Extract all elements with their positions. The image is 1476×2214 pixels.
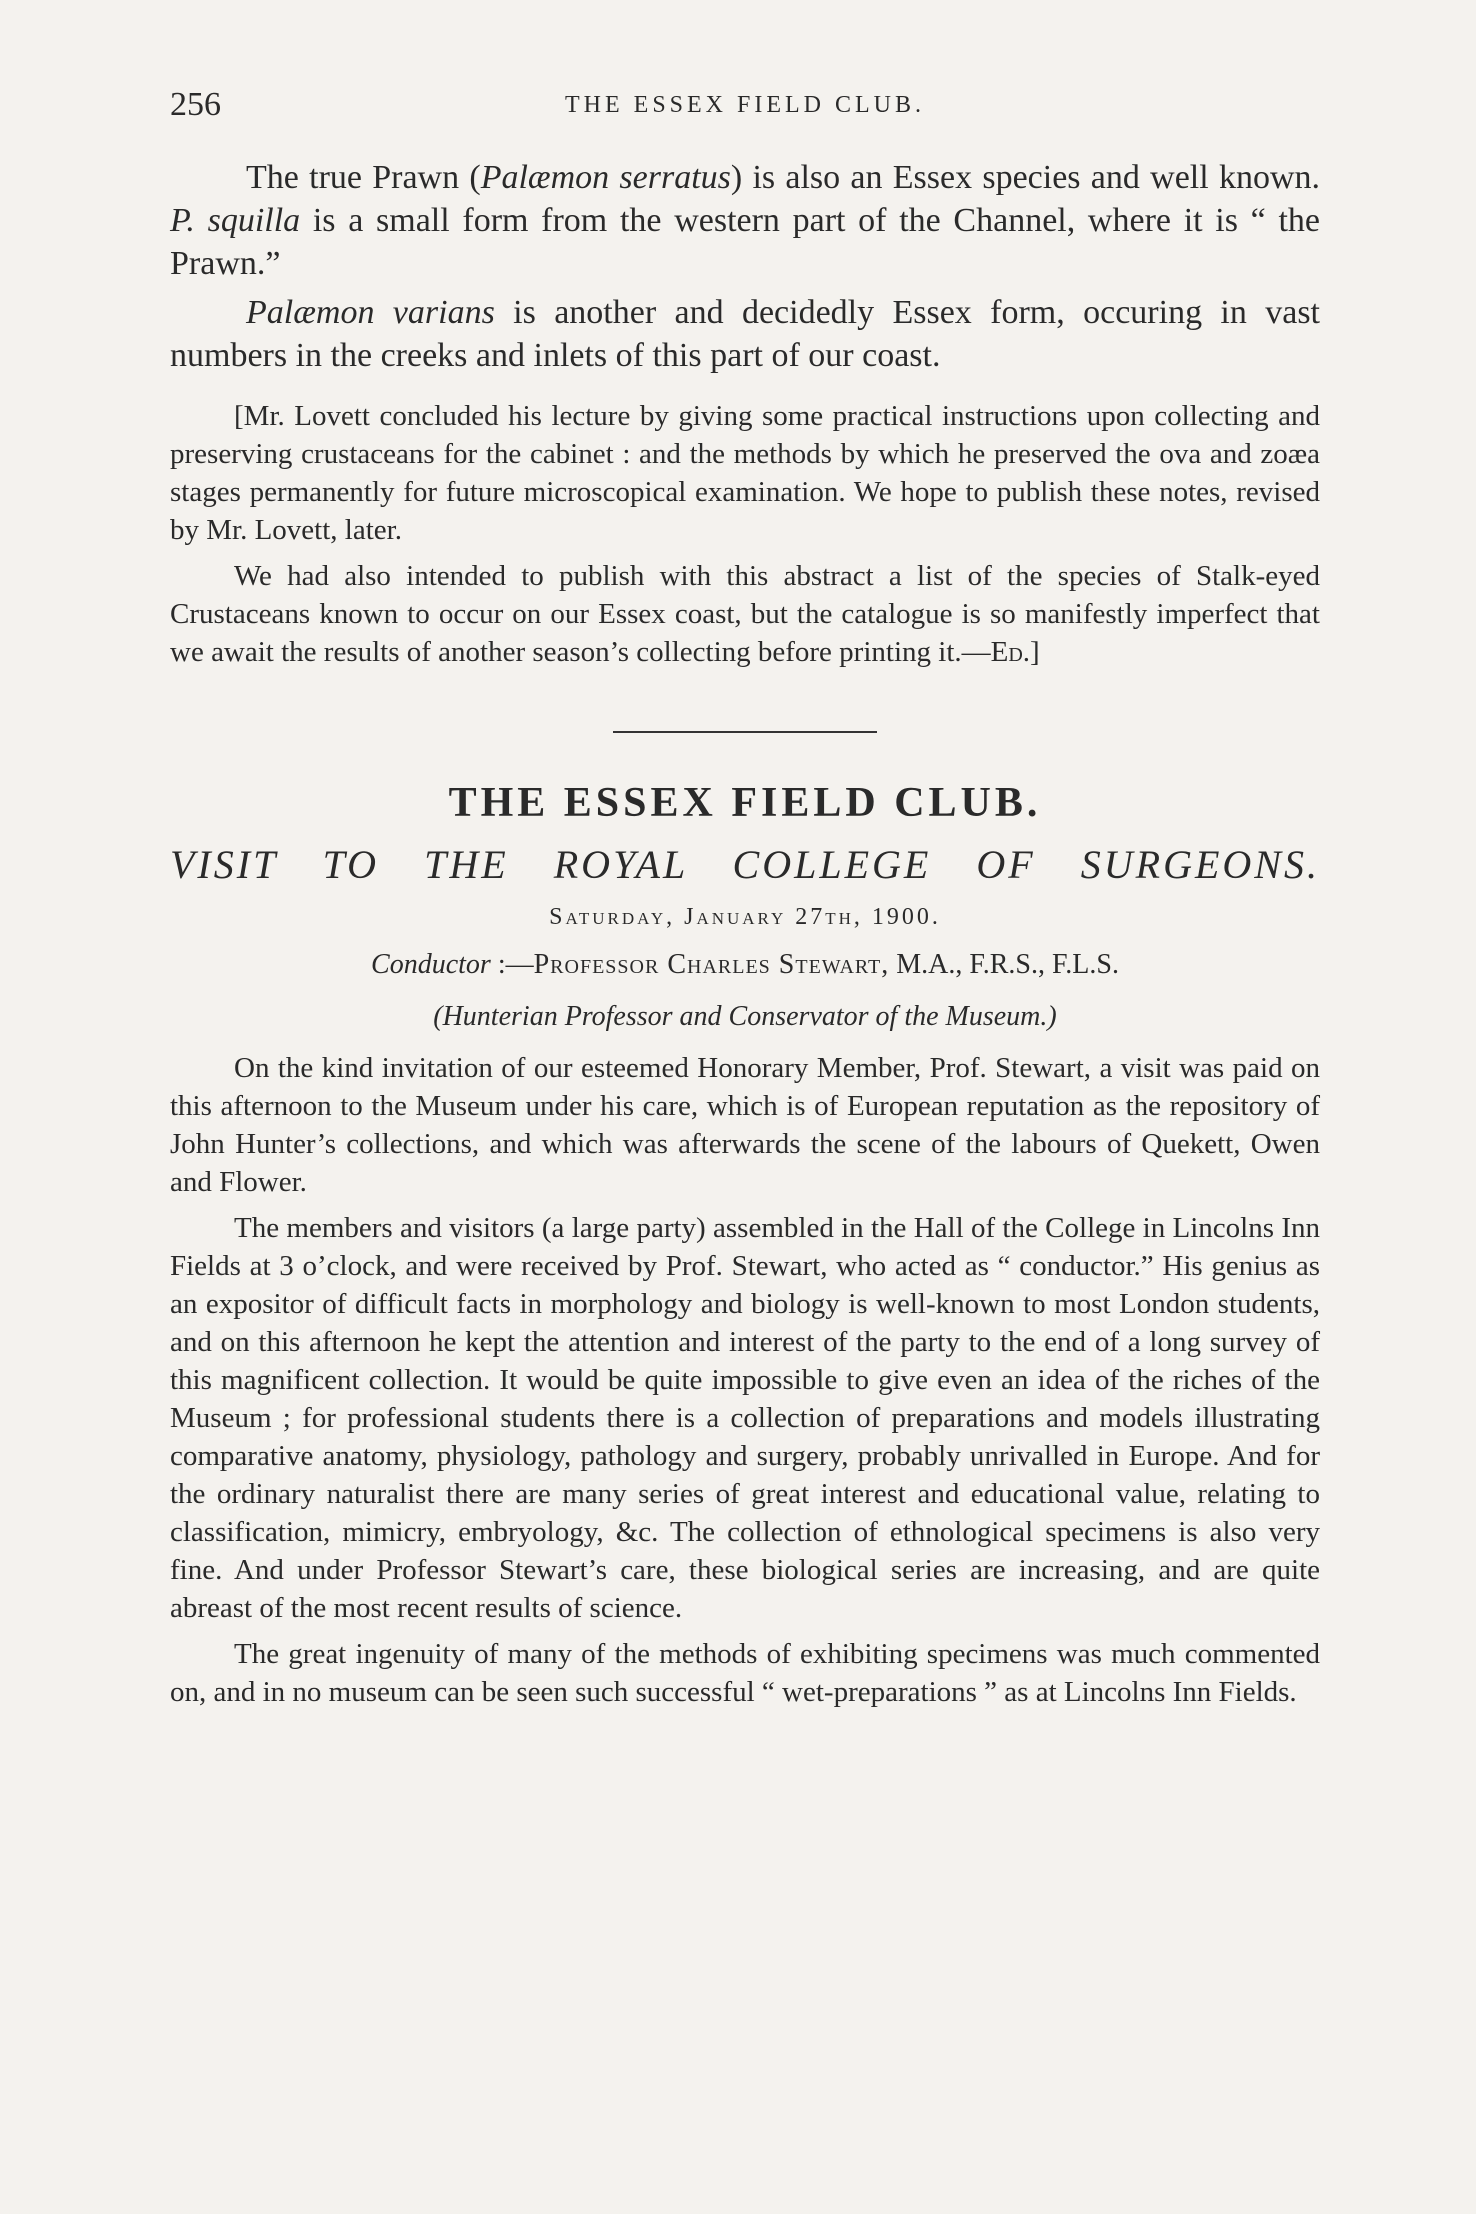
conductor-qualifications: M.A., F.R.S., F.L.S. <box>889 949 1119 980</box>
page-number: 256 <box>170 86 221 123</box>
section-title: THE ESSEX FIELD CLUB. <box>448 780 1042 826</box>
conductor-name: Professor Charles Stewart, <box>533 949 890 980</box>
paragraph-invitation: On the kind invitation of our esteemed Honorary Member, Prof. Stewart, a visit was paid on this afternoon to the Museum under his care, which is of European reputation as the repository of John Hunter’s collections, and which was afterwards the scene of the labours of Quekett, Owen and Flower. <box>170 1052 1320 1198</box>
latin-name: Palæmon serratus <box>480 159 731 196</box>
paragraph-varians: Palæmon varians is another and decidedly Essex form, occuring in vast numbers in the creeks and inlets of this part of our coast. <box>170 294 1320 374</box>
conductor-line: Conductor :—Professor Charles Stewart, M.A., F.R.S., F.L.S. <box>371 949 1119 980</box>
conductor-role: (Hunterian Professor and Conservator of the Museum.) <box>433 1001 1057 1032</box>
editor-abbrev: Ed <box>990 636 1023 668</box>
date-line: Saturday, January 27th, 1900. <box>549 904 941 930</box>
conductor-label: Conductor <box>371 949 491 980</box>
running-header <box>170 80 1320 130</box>
visit-title: VISIT TO THE ROYAL COLLEGE OF SURGEONS. <box>170 842 1320 887</box>
editorial-note-lovett: [Mr. Lovett concluded his lecture by giving some practical instructions upon collecting and preserving crustaceans for the cabinet : and the methods by which he preserved the ova and zoæa stages permanently for future microscopical examination. We hope to publish these notes, revised by Mr. Lovett, later. <box>170 400 1320 546</box>
running-title: THE ESSEX FIELD CLUB. <box>565 92 925 118</box>
latin-name: Palæmon varians <box>246 294 495 331</box>
paragraph-methods: The great ingenuity of many of the methods of exhibiting specimens was much commented on, and in no museum can be seen such successful “ wet-preparations ” as at Lincolns Inn Fields. <box>170 1638 1320 1708</box>
latin-name: P. squilla <box>170 202 301 239</box>
editorial-note-species: We had also intended to publish with this abstract a list of the species of Stalk-eyed Crustaceans known to occur on our Essex coast, but the catalogue is so manifestly imperfect that we await the results of another season’s collecting before printing it.—Ed.] <box>170 560 1320 668</box>
paragraph-prawn: The true Prawn (Palæmon serratus) is also an Essex species and well known. P. squilla is a small form from the western part of the Channel, where it is “ the Prawn.” <box>170 159 1320 282</box>
paragraph-members: The members and visitors (a large party) assembled in the Hall of the College in Lincolns Inn Fields at 3 o’clock, and were received by Prof. Stewart, who acted as “ conductor.” His genius as an expositor of difficult facts in morphology and biology is well-known to most London students, and on this afternoon he kept the attention and interest of the party to the end of a long survey of this magnificent collection. It would be quite impossible to give even an idea of the riches of the Museum ; for professional students there is a collection of preparations and models illustrating comparative anatomy, physiology, pathology and surgery, probably unrivalled in Europe. And for the ordinary naturalist there are many series of great interest and educational value, relating to classification, mimicry, embryology, &c. The collection of ethnological specimens is also very fine. And under Professor Stewart’s care, these biological series are increasing, and are quite abreast of the most recent results of science. <box>170 1212 1320 1624</box>
section-divider <box>613 731 877 733</box>
